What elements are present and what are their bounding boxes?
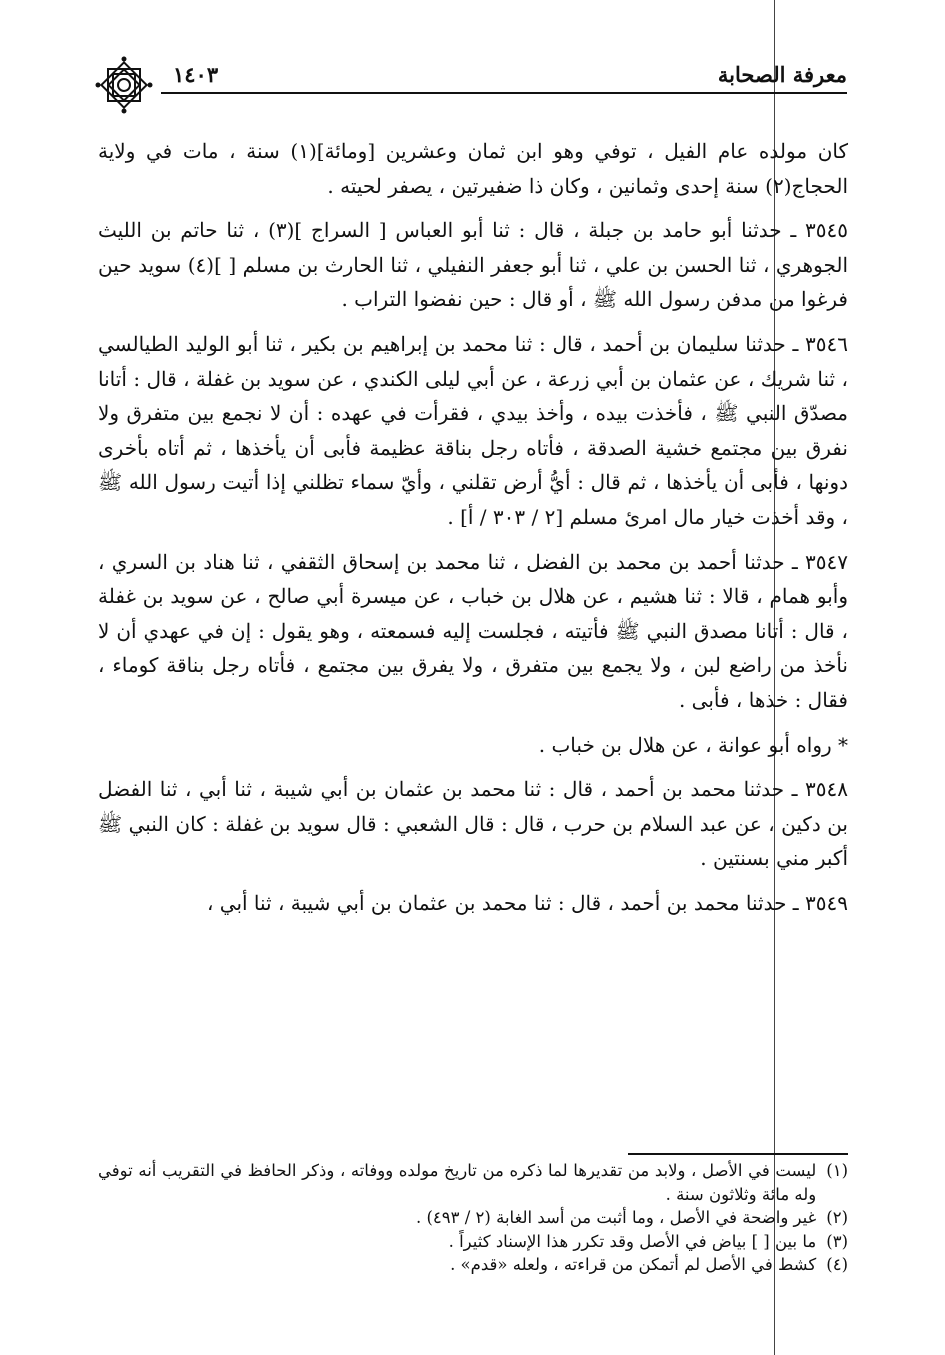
footnote-text: كشط في الأصل لم أتمكن من قراءته ، ولعله «قدم» . — [450, 1255, 817, 1274]
narration-note: * رواه أبو عوانة ، عن هلال بن خباب . — [538, 732, 848, 757]
hadith-3548: ٣٥٤٨ ـ حدثنا محمد بن أحمد ، قال : ثنا محمد بن عثمان بن أبي شيبة ، ثنا أبي ، ثنا الفضل بن دكين ، عن عبد السلام بن حرب ، قال : قال الشعبي : قال سويد بن غفلة : كان النبي ﷺ أكبر مني بسنتين . — [98, 777, 848, 871]
hadith-3546: ٣٥٤٦ ـ حدثنا سليمان بن أحمد ، قال : ثنا محمد بن إبراهيم بن بكير ، ثنا أبو الوليد الطيالسي ، ثنا شريك ، عن عثمان بن أبي زرعة ، عن أبي ليلى الكندي ، عن سويد بن غفلة ، قال : أتانا مصدّق النبي ﷺ ، فأخذت بيده ، وأخذ بيدي ، فقرأت في عهده : أن لا نجمع بين متفرق ولا نفرق بين مجتمع خشية الصدقة ، فأتاه رجل بناقة عظيمة فأبى أن يأخذها ، ثم أتاه بأخرى دونها ، فأبى أن يأخذها ، ثم قال : أيُّ أرض تقلني ، وأيّ سماء تظلني إذا أتيت رسول الله ﷺ ، وقد أخذت خيار مال امرئ مسلم [٢ / ٣٠٣ / أ] . — [98, 331, 848, 529]
footnote-text: ليست في الأصل ، ولابد من تقديرها لما ذكره من تاريخ مولده ووفاته ، وذكر الحافظ في التقريب أنه توفي وله مائة وثلاثون سنة . — [98, 1161, 817, 1204]
header-rule — [161, 92, 847, 94]
footnote-number: (٣) — [826, 1231, 848, 1251]
paragraph: كان مولده عام الفيل ، توفي وهو ابن ثمان وعشرين [ومائة](١) سنة ، مات في ولاية الحجاج(٢) سنة إحدى وثمانين ، وكان ذا ضفيرتين ، يصفر لحيته . — [98, 139, 848, 198]
footnotes — [98, 1159, 848, 1277]
footnote-4 — [98, 1253, 848, 1277]
hadith-3549: ٣٥٤٩ ـ حدثنا محمد بن أحمد ، قال : ثنا محمد بن عثمان بن أبي شيبة ، ثنا أبي ، — [206, 890, 848, 915]
page-number: ١٤٠٣ — [173, 62, 219, 87]
ornament-star-icon — [95, 56, 153, 114]
main-text — [98, 134, 848, 930]
footnote-3 — [98, 1230, 848, 1254]
page-title: معرفة الصحابة — [717, 62, 847, 87]
footnote-text: غير واضحة في الأصل ، وما أثبت من أسد الغابة (٢ / ٤٩٣) . — [415, 1208, 817, 1227]
hadith-3545: ٣٥٤٥ ـ حدثنا أبو حامد بن جبلة ، قال : ثنا أبو العباس [ السراج ](٣) ، ثنا حاتم بن الليث الجوهري ، ثنا الحسن بن علي ، ثنا أبو جعفر النفيلي ، ثنا الحارث بن مسلم [ ](٤) سويد حين فرغوا من مدفن رسول الله ﷺ ، أو قال : حين نفضوا التراب . — [98, 218, 848, 312]
footnote-1 — [98, 1159, 848, 1206]
page-header — [95, 56, 847, 116]
footnote-text: ما بين [ ] بياض في الأصل وقد تكرر هذا الإسناد كثيراً . — [448, 1231, 817, 1251]
footnote-number: (٤) — [826, 1255, 848, 1274]
footnote-separator — [628, 1153, 848, 1155]
hadith-3547: ٣٥٤٧ ـ حدثنا أحمد بن محمد بن الفضل ، ثنا محمد بن إسحاق الثقفي ، ثنا هناد بن السري ، وأبو همام ، قالا : ثنا هشيم ، عن هلال بن خباب ، عن ميسرة أبي صالح ، عن سويد بن غفلة ، قال : أتانا مصدق النبي ﷺ فأتيته ، فجلست إليه فسمعته ، وهو يقول : إن في عهدي أن لا نأخذ من راضع لبن ، ولا يجمع بين متفرق ، ولا يفرق بين مجتمع ، فأتاه رجل بناقة كوماء ، فقال : خذها ، فأبى . — [98, 549, 849, 712]
footnote-number: (١) — [826, 1161, 848, 1180]
footnote-number: (٢) — [826, 1208, 848, 1227]
footnote-2 — [98, 1206, 848, 1230]
